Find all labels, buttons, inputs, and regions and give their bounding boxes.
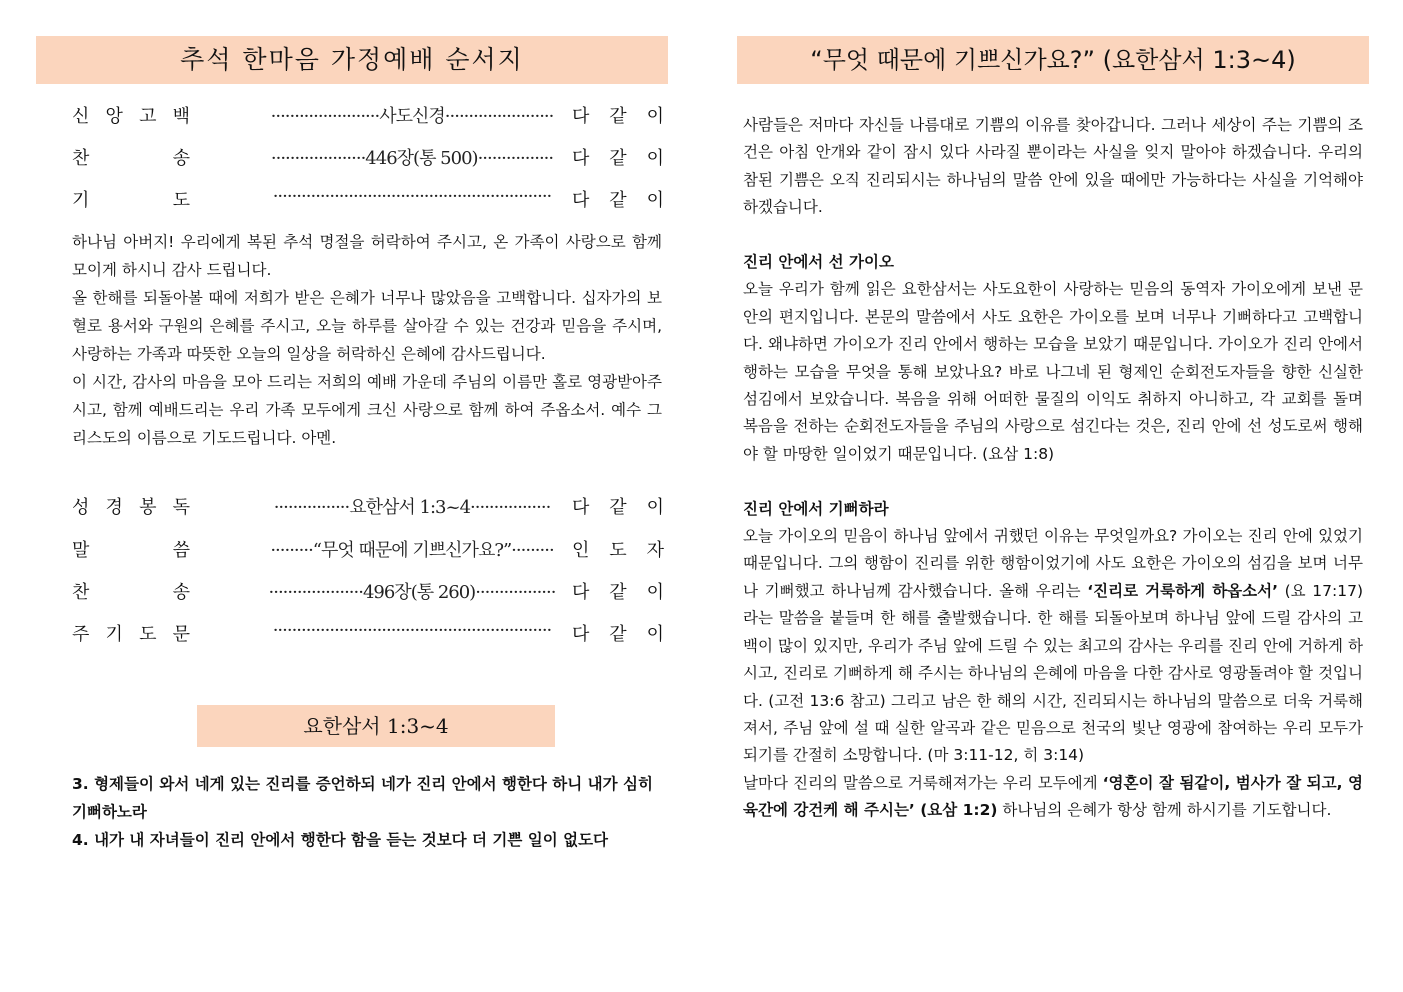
section-body-2 <box>743 523 1363 770</box>
closing-text: 하나님의 은혜가 항상 함께 하시기를 기도합니다. <box>997 801 1332 820</box>
order-leader-char: 같 <box>609 497 627 518</box>
order-label-char: 앙 <box>105 106 123 127</box>
prayer-paragraph: 이 시간, 감사의 마음을 모아 드리는 저희의 예배 가운데 주님의 이름만 홀로 영광받아주시고, 함께 예배드리는 우리 가족 모두에게 크신 사랑으로 함께 하여 주옵소서. 예수 그리스도의 이름으로 기도드립니다. 아멘. <box>72 373 662 447</box>
order-item-label <box>72 102 190 132</box>
order-leader-char: 자 <box>646 540 664 561</box>
order-leader-char: 이 <box>646 624 664 645</box>
order-label-char: 기 <box>72 190 90 211</box>
order-label-char: 송 <box>172 148 190 169</box>
order-item-label <box>72 578 190 608</box>
order-item-leader <box>572 102 664 132</box>
order-item-detail: ····················496장(통 260)················· <box>268 582 556 603</box>
order-label-char: 찬 <box>72 582 90 603</box>
order-row <box>72 620 664 650</box>
order-label-char: 씀 <box>172 540 190 561</box>
order-leader-char: 같 <box>609 582 627 603</box>
order-item-label <box>72 536 190 566</box>
section-heading-2: 진리 안에서 기뻐하라 <box>743 499 889 518</box>
verse-4: 4. 내가 내 자녀들이 진리 안에서 행한다 함을 듣는 것보다 더 기쁜 일이 없도다 <box>72 831 609 849</box>
order-item-leader <box>572 578 664 608</box>
order-label-char: 문 <box>172 624 190 645</box>
order-item-leader <box>572 536 664 566</box>
scripture-verses <box>72 770 662 854</box>
order-label-char: 주 <box>72 624 90 645</box>
section-body-1: 오늘 우리가 함께 읽은 요한삼서는 사도요한이 사랑하는 믿음의 동역자 가이오에게 보낸 문안의 편지입니다. 본문의 말씀에서 사도 요한은 가이오를 보며 너무나 기뻐하다고 고백합니다. 왜냐하면 가이오가 진리 안에서 행하는 모습을 보았기 때문입니다. 가이오가 진리 안에서 행하는 모습을 무엇을 통해 보았나요? 바로 나그네 된 형제인 순회전도자들을 향한 신실한 섬김에서 보았습니다. 복음을 위해 어떠한 물질의 이익도 취하지 아니하고, 각 교회를 돌며 복음을 전하는 순회전도자들을 주님의 사랑으로 섬긴다는 것은, 진리 안에 선 성도로써 행해야 할 마땅한 일이었기 때문입니다. (요삼 1:8) <box>743 280 1363 463</box>
order-leader-char: 인 <box>572 540 590 561</box>
order-label-char: 경 <box>105 497 123 518</box>
order-item-label <box>72 493 190 523</box>
order-label-char: 도 <box>139 624 157 645</box>
closing-prayer <box>743 770 1363 825</box>
order-item-detail: ·········“무엇 때문에 기쁘신가요?”········· <box>270 540 554 561</box>
order-leader-char: 다 <box>572 148 590 169</box>
order-leader-char: 도 <box>609 540 627 561</box>
order-row <box>72 493 664 523</box>
scripture-title: 요한삼서 1:3~4 <box>197 705 555 747</box>
order-label-char: 백 <box>172 106 190 127</box>
prayer-paragraph: 올 한해를 되돌아볼 때에 저희가 받은 은혜가 너무나 많았음을 고백합니다. 십자가의 보혈로 용서와 구원의 은혜를 주시고, 오늘 하루를 살아갈 수 있는 건강과 믿음을 주시며, 사랑하는 가족과 따뜻한 오늘의 일상을 허락하신 은혜에 감사드립니다. <box>72 289 662 363</box>
order-item-detail: ··························································· <box>272 186 552 207</box>
order-leader-char: 이 <box>646 497 664 518</box>
section-heading-1: 진리 안에서 선 가이오 <box>743 253 894 272</box>
order-item-detail: ················요한삼서 1:3~4················· <box>273 497 551 518</box>
section-body-2-text: (요 17:17) 라는 말씀을 붙들며 한 해를 출발했습니다. 한 해를 되돌아보며 하나님 앞에 드릴 감사의 고백이 많이 있지만, 우리가 주님 앞에 드릴 수 있는 최고의 감사는 우리를 진리 안에 거하게 하시고, 진리로 기뻐하게 해 주시는 하나님의 은혜에 마음을 다한 감사로 영광돌려야 할 것입니다. (고전 13:6 참고) 그리고 남은 한 해의 시간, 진리되시는 하나님의 말씀으로 더욱 거룩해져서, 주님 앞에 설 때 실한 알곡과 같은 믿음으로 천국의 빛난 영광에 참여하는 우리 모두가 되기를 간절히 소망합니다. (마 3:11-12, 히 3:14) <box>743 581 1364 765</box>
sermon-body <box>743 112 1363 825</box>
order-label-char: 독 <box>172 497 190 518</box>
order-item-label <box>72 620 190 650</box>
order-row <box>72 536 664 566</box>
order-item-label <box>72 144 190 174</box>
order-label-char: 말 <box>72 540 90 561</box>
order-row <box>72 186 664 216</box>
order-item-leader <box>572 186 664 216</box>
order-row <box>72 144 664 174</box>
order-label-char: 신 <box>72 106 90 127</box>
order-label-char: 성 <box>72 497 90 518</box>
section-body-2-text: 오늘 가이오의 믿음이 하나님 앞에서 귀했던 이유는 무엇일까요? 가이오는 진리 안에 있었기 때문입니다. 그의 행함이 진리를 위한 행함이었기에 사도 요한은 가이오의 섬김을 보며 너무나 기뻐했고 하나님께 감사했습니다. 올해 우리는 <box>743 527 1363 600</box>
prayer-paragraph: 하나님 아버지! 우리에게 복된 추석 명절을 허락하여 주시고, 온 가족이 사랑으로 함께 모이게 하시니 감사 드립니다. <box>72 233 662 279</box>
verse-3: 3. 형제들이 와서 네게 있는 진리를 증언하되 네가 진리 안에서 행한다 하니 내가 심히 기뻐하노라 <box>72 775 653 821</box>
order-item-detail: ·······················사도신경······················· <box>270 106 554 127</box>
order-label-char: 찬 <box>72 148 90 169</box>
order-leader-char: 이 <box>646 582 664 603</box>
closing-verse: ‘영혼이 잘 됨같이, 범사가 잘 되고, 영육간에 강건케 해 주시는’ (요삼 1:2) <box>743 773 1363 820</box>
order-label-char: 도 <box>172 190 190 211</box>
order-leader-char: 다 <box>572 582 590 603</box>
order-row <box>72 578 664 608</box>
order-leader-char: 이 <box>646 190 664 211</box>
order-item-label <box>72 186 190 216</box>
order-leader-char: 같 <box>609 148 627 169</box>
order-leader-char: 같 <box>609 624 627 645</box>
order-label-char: 봉 <box>139 497 157 518</box>
sermon-title: “무엇 때문에 기쁘신가요?” (요한삼서 1:3~4) <box>737 36 1369 84</box>
order-leader-char: 같 <box>609 106 627 127</box>
order-of-worship-title: 추석 한마음 가정예배 순서지 <box>36 36 668 84</box>
prayer-text <box>72 228 662 452</box>
closing-text: 날마다 진리의 말씀으로 거룩해져가는 우리 모두에게 <box>743 773 1103 792</box>
order-row <box>72 102 664 132</box>
order-leader-char: 다 <box>572 106 590 127</box>
order-item-leader <box>572 144 664 174</box>
order-item-detail: ··························································· <box>272 620 552 641</box>
order-label-char: 기 <box>105 624 123 645</box>
theme-verse: ‘진리로 거룩하게 하옵소서’ <box>1087 581 1278 600</box>
order-item-leader <box>572 493 664 523</box>
order-label-char: 고 <box>139 106 157 127</box>
order-item-leader <box>572 620 664 650</box>
order-leader-char: 같 <box>609 190 627 211</box>
order-leader-char: 이 <box>646 148 664 169</box>
order-leader-char: 다 <box>572 497 590 518</box>
order-item-detail: ····················446장(통 500)················ <box>270 148 554 169</box>
sermon-intro: 사람들은 저마다 자신들 나름대로 기쁨의 이유를 찾아갑니다. 그러나 세상이 주는 기쁨의 조건은 아침 안개와 같이 잠시 있다 사라질 뿐이라는 사실을 잊지 말아야 하겠습니다. 우리의 참된 기쁨은 오직 진리되시는 하나님의 말씀 안에 있을 때에만 가능하다는 사실을 기억해야 하겠습니다. <box>743 116 1363 217</box>
order-label-char: 송 <box>172 582 190 603</box>
order-leader-char: 이 <box>646 106 664 127</box>
order-leader-char: 다 <box>572 190 590 211</box>
order-leader-char: 다 <box>572 624 590 645</box>
